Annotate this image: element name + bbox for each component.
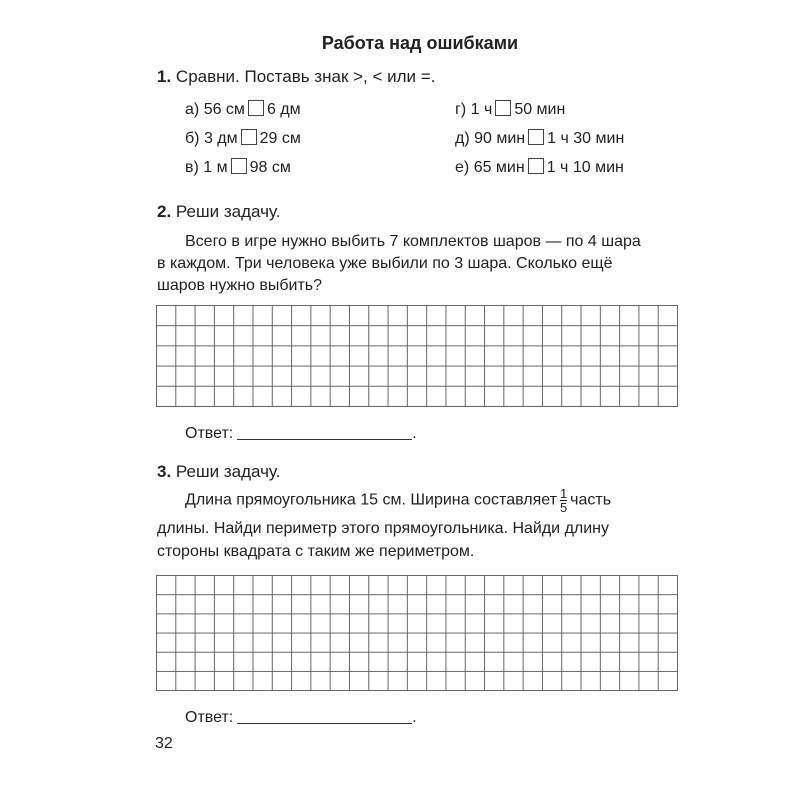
task2-heading [157,202,280,222]
left-value: 90 мин [474,130,526,147]
task-number: 1. [157,67,172,86]
task3-heading [157,462,280,482]
right-value: 1 ч 10 мин [546,159,624,176]
answer-box[interactable] [495,100,511,116]
answer-box[interactable] [528,158,544,174]
answer-box[interactable] [241,129,257,145]
item-label: а) [185,101,200,118]
period: . [412,709,417,726]
text: часть [570,491,612,509]
item-label: в) [185,159,199,176]
answer-line[interactable] [185,425,417,443]
comparison-item [185,100,301,119]
left-value: 65 мин [473,159,525,176]
comparison-item [185,158,291,177]
period: . [412,425,417,442]
comparison-item [455,158,624,177]
fraction [560,487,567,514]
task1-heading [157,67,435,87]
answer-grid[interactable] [156,305,678,407]
task2-text-line: Всего в игре нужно выбить 7 комплектов шаров — по 4 шара [185,233,641,250]
answer-box[interactable] [231,158,247,174]
right-value: 1 ч 30 мин [547,130,625,147]
task2-text-line: шаров нужно выбить? [157,277,323,294]
denominator: 5 [559,500,568,515]
task-prompt: Реши задачу. [175,202,281,221]
task2-text-line: в каждом. Три человека уже выбили по 3 шара. Сколько ещё [157,255,613,272]
left-value: 56 см [203,101,245,118]
answer-grid[interactable] [156,575,678,691]
right-value: 50 мин [514,101,566,118]
task-prompt: Реши задачу. [175,462,281,481]
page-number: 32 [155,735,173,752]
page-title: Работа над ошибками [321,33,519,53]
item-label: г) [455,101,467,118]
right-value: 98 см [249,159,291,176]
text: Длина прямоугольника 15 см. Ширина составляет [185,491,557,509]
left-value: 1 м [203,159,228,176]
numerator: 1 [559,486,568,501]
comparison-item [455,100,565,119]
task3-text-line [185,487,611,514]
answer-box[interactable] [528,129,544,145]
right-value: 6 дм [266,101,301,118]
right-value: 29 см [259,130,301,147]
answer-line[interactable] [185,709,417,727]
answer-label: Ответ: [185,709,234,726]
left-value: 1 ч [470,101,493,118]
item-label: е) [455,159,470,176]
task-number: 2. [157,202,172,221]
left-value: 3 дм [203,130,238,147]
item-label: д) [455,130,470,147]
task-number: 3. [157,462,172,481]
answer-blank[interactable] [237,709,412,724]
item-label: б) [185,130,200,147]
answer-label: Ответ: [185,425,234,442]
answer-blank[interactable] [237,425,412,440]
task3-text-line: стороны квадрата с таким же периметром. [157,543,475,560]
task3-text-line: длины. Найди периметр этого прямоугольника. Найди длину [157,520,610,537]
comparison-item [185,129,301,148]
comparison-item [455,129,624,148]
task-prompt: Сравни. Поставь знак >, < или =. [175,67,436,86]
answer-box[interactable] [248,100,264,116]
